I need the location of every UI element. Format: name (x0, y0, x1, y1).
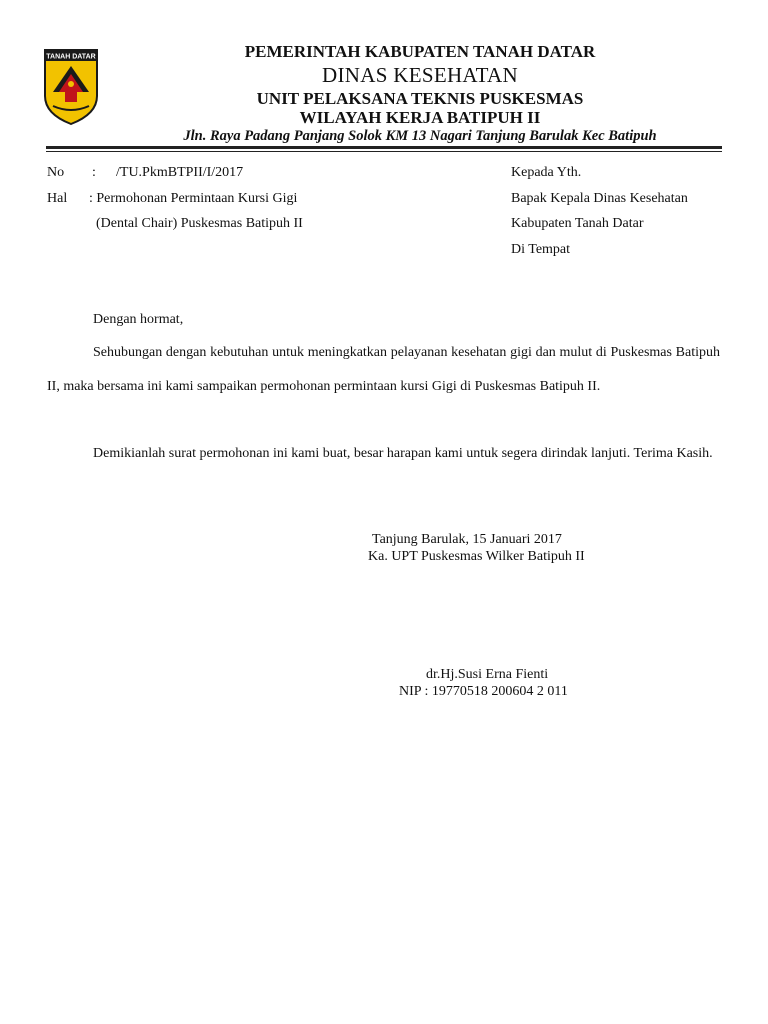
header-divider-thin (46, 151, 722, 152)
regency-logo (43, 48, 99, 126)
letterhead-department: DINAS KESEHATAN (322, 63, 518, 87)
logo-label: TANAH DATAR (46, 53, 96, 61)
letter-number: /TU.PkmBTPII/I/2017 (116, 165, 244, 180)
greeting: Dengan hormat, (93, 312, 184, 327)
signer-position: Ka. UPT Puskesmas Wilker Batipuh II (368, 549, 585, 564)
number-label: No (47, 165, 65, 180)
recipient-office: Kabupaten Tanah Datar (511, 216, 644, 231)
place-date: Tanjung Barulak, 15 Januari 2017 (372, 532, 562, 547)
recipient-salutation: Kepada Yth. (511, 165, 582, 180)
recipient-title: Bapak Kepala Dinas Kesehatan (511, 191, 688, 206)
header-divider-thick (46, 146, 722, 149)
letterhead-area: WILAYAH KERJA BATIPUH II (299, 108, 541, 127)
body-paragraph-1: Sehubungan dengan kebutuhan untuk meningkatkan pelayanan kesehatan gigi dan mulut di Puskesmas Batipuh II, maka bersama ini kami sampaikan permohonan permintaan kursi Gigi di Puskesmas Batipuh II. (47, 345, 720, 394)
subject-label: Hal (47, 191, 68, 206)
letterhead-unit: UNIT PELAKSANA TEKNIS PUSKESMAS (256, 89, 584, 108)
subject-line-1: : Permohonan Permintaan Kursi Gigi (89, 191, 298, 206)
signer-name: dr.Hj.Susi Erna Fienti (426, 667, 549, 682)
letterhead-address: Jln. Raya Padang Panjang Solok KM 13 Nagari Tanjung Barulak Kec Batipuh (183, 128, 657, 144)
number-colon: : (92, 165, 96, 180)
recipient-place: Di Tempat (511, 242, 571, 257)
letterhead-government: PEMERINTAH KABUPATEN TANAH DATAR (244, 42, 596, 61)
subject-line-2: (Dental Chair) Puskesmas Batipuh II (96, 216, 303, 231)
signer-nip: NIP : 19770518 200604 2 011 (399, 684, 568, 699)
body-paragraph-2: Demikianlah surat permohonan ini kami buat, besar harapan kami untuk segera dirindak lanjuti. Terima Kasih. (93, 446, 713, 461)
